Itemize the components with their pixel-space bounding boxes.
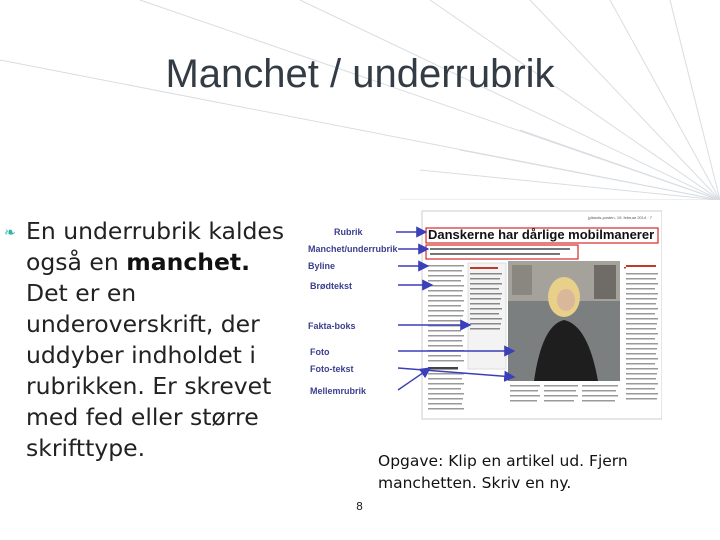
body-text-part1: En underrubrik kaldes også en	[26, 217, 285, 276]
label-faktaboks: Fakta-boks	[308, 321, 356, 331]
bullet-icon: ❧	[4, 225, 16, 241]
label-mellemrubrik: Mellemrubrik	[310, 386, 367, 396]
label-rubrik: Rubrik	[334, 227, 363, 237]
body-text-bold: manchet.	[126, 248, 251, 276]
label-fototekst: Foto-tekst	[310, 364, 354, 374]
slide-title: Manchet / underrubrik	[165, 52, 555, 96]
assignment-caption: Opgave: Klip en artikel ud. Fjern manchetten. Skriv en ny.	[378, 452, 628, 492]
decorative-rays	[0, 0, 720, 200]
label-foto: Foto	[310, 347, 330, 357]
newspaper-headline: Danskerne har dårlige mobilmanerer	[428, 227, 655, 242]
body-text-part2: Det er en underoverskrift, der uddyber indholdet i rubrikken. Er skrevet med fed eller større skrifttype.	[26, 279, 272, 462]
label-byline: Byline	[308, 261, 336, 271]
body-text	[4, 216, 296, 464]
newspaper-page	[422, 211, 662, 419]
label-manchet: Manchet/underrubrik	[308, 244, 398, 254]
page-number: 8	[356, 500, 363, 513]
newspaper-diagram	[302, 205, 662, 425]
page-reference: jyllands-posten, 19. februar 2014 · 7	[587, 215, 652, 220]
label-broedtekst: Brødtekst	[310, 281, 353, 291]
